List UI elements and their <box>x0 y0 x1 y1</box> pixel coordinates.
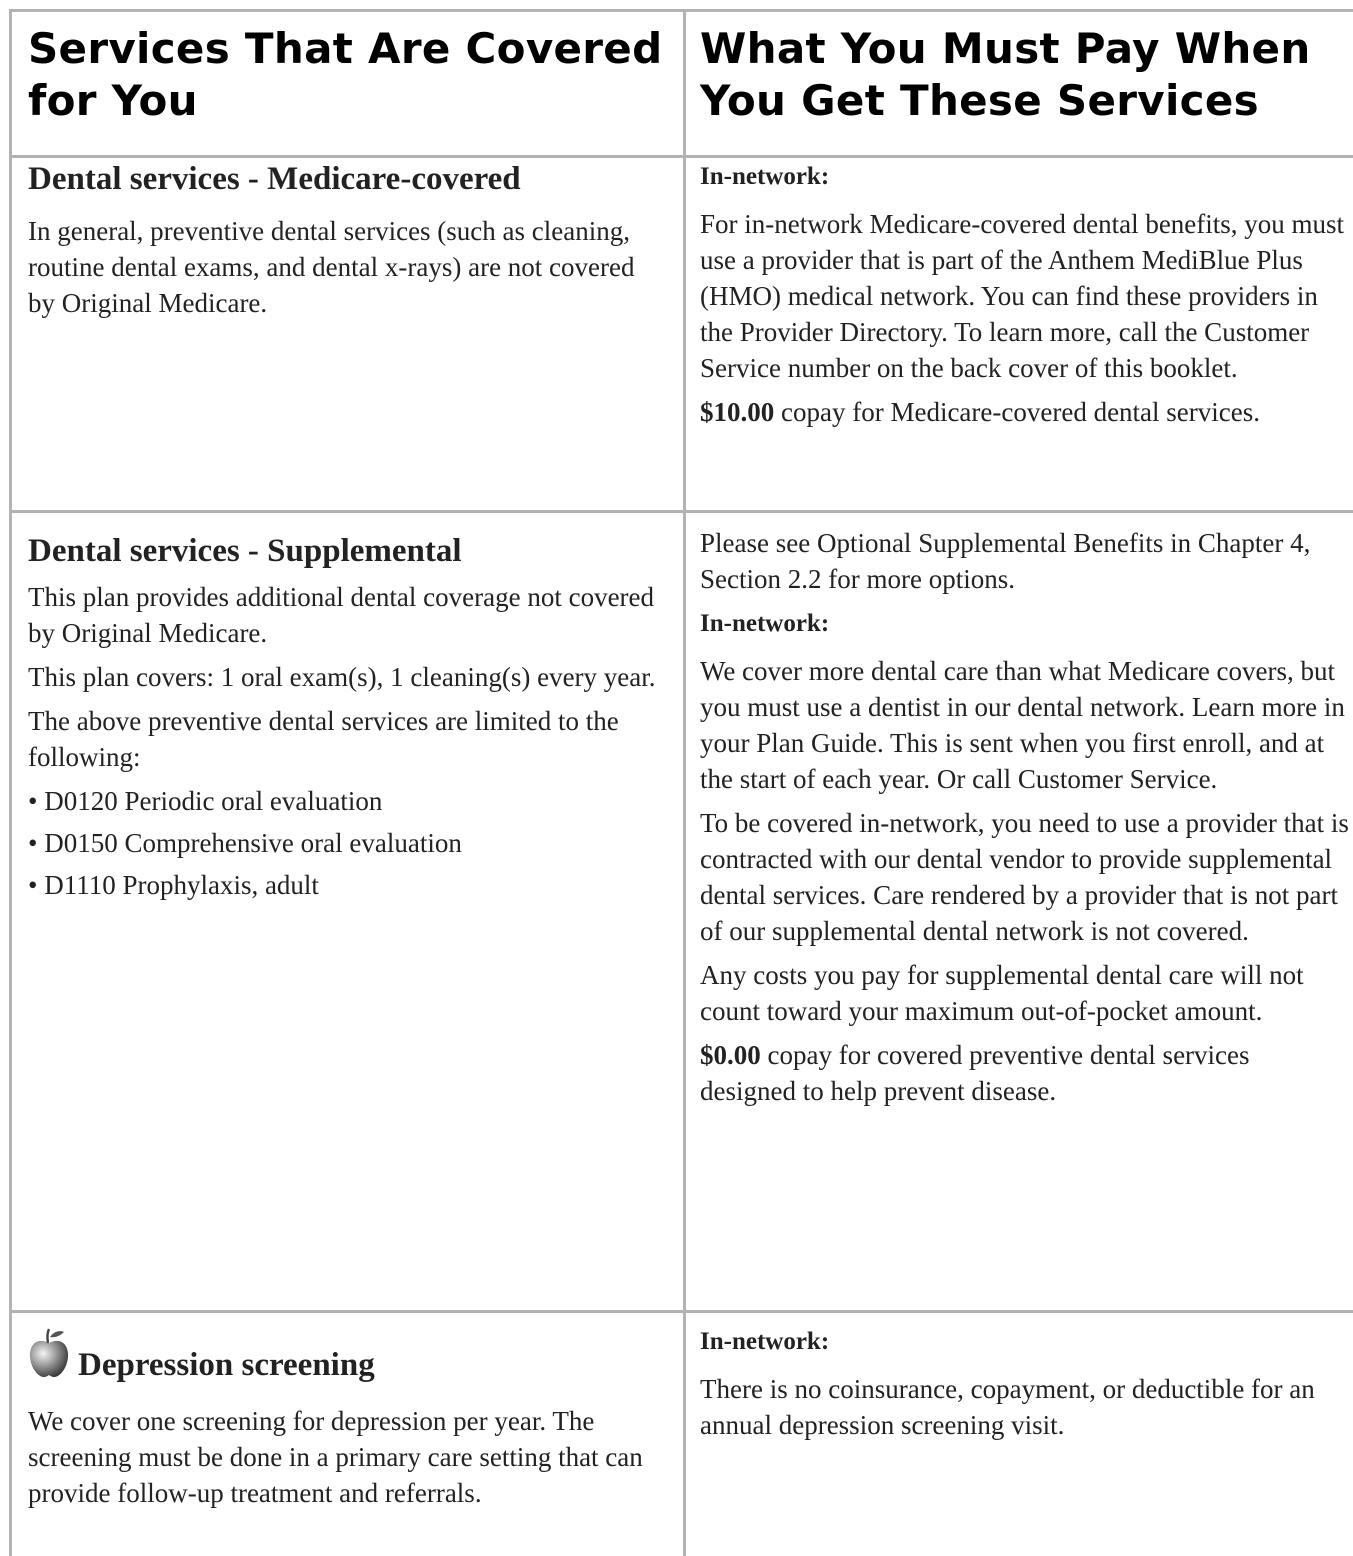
row-2-cost-text: copay for covered preventive dental services designed to help prevent disease. <box>700 1040 1250 1106</box>
header-left-title: Services That Are Covered for You <box>28 24 663 125</box>
row-1-cost-text: copay for Medicare-covered dental services. <box>774 397 1260 427</box>
row-2-in-network-label: In-network: <box>700 610 830 637</box>
row-2-intro: Please see Optional Supplemental Benefits in Chapter 4, Section 2.2 for more options. <box>700 528 1311 594</box>
row-1-right-paragraph: For in-network Medicare-covered dental benefits, you must use a provider that is part of the Anthem MediBlue Plus (HMO) medical network. You can find these providers in the Provider Directory. To learn more, call the Customer Service number on the back cover of this booklet. <box>700 209 1345 383</box>
row-2-paragraph: This plan covers: 1 oral exam(s), 1 cleaning(s) every year. <box>28 662 656 692</box>
row-2-title: Dental services - Supplemental <box>28 533 462 569</box>
row-2-right-paragraph: Any costs you pay for supplemental dental care will not count toward your maximum out-of-pocket amount. <box>700 960 1304 1026</box>
list-item: • D0120 Periodic oral evaluation <box>28 786 383 816</box>
row-2-right-paragraph: To be covered in-network, you need to use a provider that is contracted with our dental vendor to provide supplemental dental services. Care rendered by a provider that is not part of our supplemental dental network is not covered. <box>700 808 1349 946</box>
row-3-in-network-label: In-network: <box>700 1328 830 1355</box>
row-2-cost-amount: $0.00 <box>700 1040 761 1070</box>
row-divider <box>12 510 1353 513</box>
row-3-right-paragraph: There is no coinsurance, copayment, or deductible for an annual depression screening visit. <box>700 1374 1315 1440</box>
row-1-paragraph: In general, preventive dental services (such as cleaning, routine dental exams, and dental x-rays) are not covered by Original Medicare. <box>28 216 635 318</box>
row-1-right <box>700 160 1352 438</box>
header-right-title: What You Must Pay When You Get These Services <box>700 24 1311 125</box>
list-item: • D0150 Comprehensive oral evaluation <box>28 828 462 858</box>
row-divider <box>12 155 1353 158</box>
row-3-title: Depression screening <box>78 1347 375 1383</box>
row-3-title-line <box>28 1327 668 1393</box>
row-2-right-paragraph: We cover more dental care than what Medicare covers, but you must use a dentist in our dental network. Learn more in your Plan Guide. This is sent when you first enroll, and at the start of each year. Or call Customer Service. <box>700 656 1345 794</box>
row-3-paragraph: We cover one screening for depression per year. The screening must be done in a primary care setting that can provide follow-up treatment and referrals. <box>28 1406 643 1508</box>
row-3-right <box>700 1325 1352 1451</box>
row-1-title: Dental services - Medicare-covered <box>28 161 521 197</box>
row-3-left <box>28 1327 668 1519</box>
row-1-cost <box>700 394 1352 430</box>
row-2-paragraph: This plan provides additional dental coverage not covered by Original Medicare. <box>28 582 655 648</box>
row-divider <box>12 1310 1353 1313</box>
header-left-cell <box>28 23 668 127</box>
list-item: • D1110 Prophylaxis, adult <box>28 870 319 900</box>
row-2-paragraph: The above preventive dental services are limited to the following: <box>28 706 619 772</box>
row-1-cost-amount: $10.00 <box>700 397 775 427</box>
row-1-left <box>28 159 668 329</box>
column-divider <box>683 12 686 1556</box>
benefits-table <box>9 9 1353 1556</box>
header-right-cell <box>700 23 1352 127</box>
row-2-cost <box>700 1037 1352 1109</box>
row-1-in-network-label: In-network: <box>700 163 830 190</box>
row-2-right <box>700 525 1352 1117</box>
row-2-left <box>28 531 668 903</box>
apple-icon <box>28 1327 70 1393</box>
